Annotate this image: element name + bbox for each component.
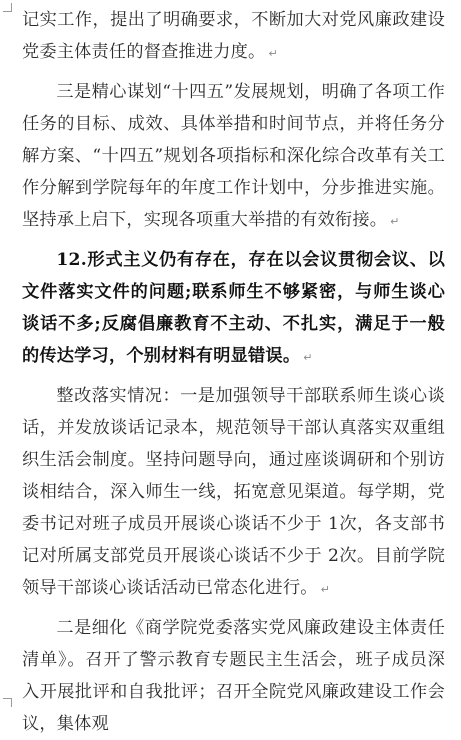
paragraph-4-text: 整改落实情况：一是加强领导干部联系师生谈心谈话，并发放谈话记录本，规范领导干部认真落实双重组织生活会制度。坚持问题导向，通过座谈调研和个别访谈相结合，深入师生一线，拓宽意见渠道。每学期，党委书记对班子成员开展谈心谈话不少于 1次，各支部书记对所属支部党员开展谈心谈话不少于 2次。目前学院领导干部谈心谈话活动已常态化进行。 [22,386,445,598]
paragraph-1[interactable] [22,4,445,70]
paragraph-2-text: 三是精心谋划“十四五”发展规划，明确了各项工作任务的目标、成效、具体举措和时间节点，并将任务分解方案、“十四五”规划各项指标和深化综合改革有关工作分解到学院每年的年度工作计划中，分步推进实施。坚持承上启下，实现各项重大举措的有效衔接。 [22,82,445,230]
paragraph-2[interactable] [22,76,445,238]
paragraph-mark-icon: ↵ [390,215,400,228]
paragraph-mark-icon: ↵ [303,351,313,364]
document-body[interactable] [22,4,445,740]
paragraph-1-text: 记实工作，提出了明确要求，不断加大对党风廉政建设党委主体责任的督查推进力度。 [22,10,445,62]
paragraph-3-text: 12.形式主义仍有存在，存在以会议贯彻会议、以文件落实文件的问题;联系师生不够紧密，与师生谈心谈话不多;反腐倡廉教育不主动、不扎实，满足于一般的传达学习，个别材料有明显错误。 [22,250,445,366]
page-margin-corner-top-left [3,3,12,12]
paragraph-mark-icon: ↵ [320,583,331,596]
paragraph-5[interactable] [22,612,445,740]
paragraph-5-text: 二是细化《商学院党委落实党风廉政建设主体责任清单》。召开了警示教育专题民主生活会，班子成员深入开展批评和自我批评；召开全院党风廉政建设工作会议，集体观 [22,618,445,734]
paragraph-mark-icon: ↵ [268,47,278,60]
page-margin-corner-bottom-left [3,698,12,707]
paragraph-4[interactable] [22,380,445,606]
paragraph-3-issue-heading[interactable] [22,244,445,374]
